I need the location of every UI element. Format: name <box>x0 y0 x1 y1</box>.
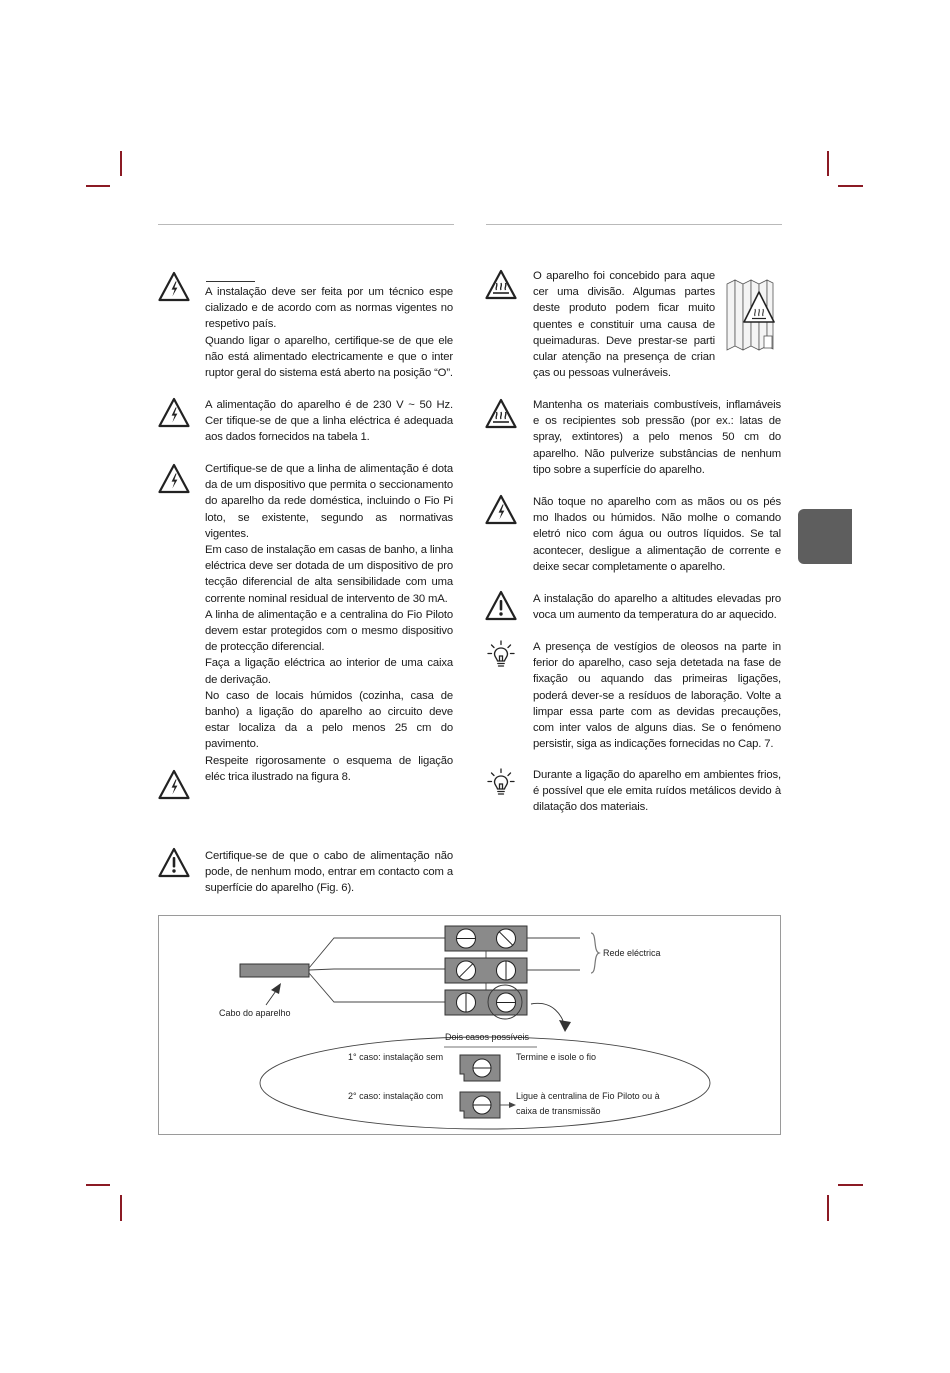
paragraph: A instalação deve ser feita por um técnico espe cializado e de acordo com as normas vigentes no respetivo país. <box>205 286 453 331</box>
paragraph: A alimentação do aparelho é de 230 V ~ 50 Hz. Cer tifique-se de que a linha eléctrica é adequada aos dados fornecidos na tabela 1. <box>205 399 453 444</box>
mains-brace <box>591 933 599 973</box>
case-2-terminal <box>460 1092 516 1118</box>
label-dois-casos: Dois casos possíveis <box>445 1032 530 1042</box>
paragraph: Quando ligar o aparelho, certifique-se de que ele não está alimentado electricamente e que o inter ruptor geral do sistema está aberto na posição “O”. <box>205 334 453 380</box>
hot-surface-icon <box>484 268 518 302</box>
wiring-diagram <box>158 915 781 1135</box>
wiring-diagram-drawing <box>159 916 782 1136</box>
lightbulb-tip-icon <box>484 638 518 672</box>
radiator-illustration <box>724 278 780 358</box>
paragraph: Não toque no aparelho com as mãos ou os pés mo lhados ou húmidos. Não molhe o comando eletró nico com água ou outros líquidos. Se tal acontecer, desligue a alimentação de corrente e deixe secar completamente o aparelho. <box>533 496 781 573</box>
terminal-block-row-3 <box>445 990 527 1015</box>
crop-mark-top-right-h <box>838 185 863 187</box>
electric-hazard-icon <box>157 270 191 304</box>
case-1-terminal <box>460 1055 500 1081</box>
section-heading-rule <box>206 281 255 282</box>
crop-mark-top-left-h <box>86 185 110 187</box>
text-block-oily-traces <box>533 639 781 752</box>
text-block-installation <box>205 284 453 381</box>
text-block-wet-hands <box>533 494 781 575</box>
crop-mark-bottom-right-h <box>838 1184 863 1186</box>
crop-mark-bottom-left-h <box>86 1184 110 1186</box>
crop-mark-bottom-left-v <box>120 1195 122 1221</box>
text-block-combustible-materials <box>533 397 781 478</box>
section-tab <box>798 509 852 564</box>
hot-surface-icon <box>484 397 518 431</box>
paragraph: Certifique-se de que a linha de alimentação é dota da de um dispositivo que permita o seccionamento do aparelho da rede doméstica, incluindo o Fio Pi loto, se existente, segundo as normativas vigentes. <box>205 463 453 540</box>
electric-hazard-icon <box>157 768 191 802</box>
paragraph: O aparelho foi concebido para aque cer uma divisão. Algumas partes deste produto podem ficar muito quentes e constituir uma causa de queimaduras. Deve prestar-se parti cular atenção na presença de crian ças ou pessoas vulneráveis. <box>533 270 715 380</box>
crop-mark-top-left-v <box>120 151 122 176</box>
general-warning-icon <box>157 846 191 880</box>
label-case-1-left: 1° caso: instalação sem <box>348 1052 444 1062</box>
paragraph: Em caso de instalação em casas de banho, a linha eléctrica deve ser dotada de um dispositivo de pro tecção diferencial de alta sensibilidade com uma corrente nominal residual de intervento de 30 mA. <box>205 544 453 605</box>
label-case-2-right-1: Ligue à centralina de Fio Piloto ou à <box>516 1091 660 1101</box>
paragraph: A instalação do aparelho a altitudes elevadas pro voca um aumento da temperatura do ar aquecido. <box>533 593 781 622</box>
text-block-altitude <box>533 591 781 623</box>
text-block-disconnect-device <box>205 461 453 785</box>
text-block-metallic-noises <box>533 767 781 816</box>
electric-hazard-icon <box>484 493 518 527</box>
text-block-power-supply <box>205 397 453 446</box>
lightbulb-tip-icon <box>484 766 518 800</box>
crop-mark-top-right-v <box>827 151 829 176</box>
electric-hazard-icon <box>157 396 191 430</box>
crop-mark-bottom-right-v <box>827 1195 829 1221</box>
paragraph: Durante a ligação do aparelho em ambientes frios, é possível que ele emita ruídos metálicos devido à dilatação dos materiais. <box>533 769 781 814</box>
terminal-block-row-1 <box>445 926 527 951</box>
general-warning-icon <box>484 589 518 623</box>
header-rule-right <box>486 224 782 225</box>
paragraph: A linha de alimentação e a centralina do Fio Piloto devem estar protegidos com o mesmo dispositivo de protecção diferencial. <box>205 608 453 654</box>
paragraph: A presença de vestígios de oleosos na parte in ferior do aparelho, caso seja detetada na fase de fixação ou aquando das primeiras ligações, poderá dever-se a resíduos de laboração. Volte a limpar essa parte com as devidas precauções, com inter valos de alguns dias. Se o fenómeno persistir, siga as indicações fornecidas no Cap. 7. <box>533 641 781 751</box>
label-case-2-right-2: caixa de transmissão <box>516 1106 601 1116</box>
paragraph: Respeite rigorosamente o esquema de ligação eléc trica ilustrado na figura 8. <box>205 754 453 783</box>
label-rede-electrica: Rede eléctrica <box>603 948 661 958</box>
header-rule-left <box>158 224 454 225</box>
paragraph: No caso de locais húmidos (cozinha, casa de banho) a ligação do aparelho ao circuito deve estar localiza da a pelo menos 25 cm do pavimento. <box>205 689 453 751</box>
paragraph: Certifique-se de que o cabo de alimentação não pode, de nenhum modo, entrar em contacto com a superfície do aparelho (Fig. 6). <box>205 850 453 895</box>
paragraph: Faça a ligação eléctrica ao interior de uma caixa de derivação. <box>205 657 453 686</box>
label-cabo-do-aparelho: Cabo do aparelho <box>219 1008 291 1018</box>
text-block-cable-contact <box>205 848 453 897</box>
label-case-1-right: Termine e isole o fio <box>516 1052 597 1062</box>
paragraph: Mantenha os materiais combustíveis, inflamáveis e os recipientes sob pressão (por ex.: latas de spray, extintores) a pelo menos 50 cm do aparelho. Não pulverize substâncias de nenhum tipo sobre a superfície do aparelho. <box>533 399 781 476</box>
text-block-hot-parts <box>533 268 715 381</box>
terminal-block-row-2 <box>445 958 527 983</box>
electric-hazard-icon <box>157 462 191 496</box>
label-case-2-left: 2° caso: instalação com <box>348 1091 444 1101</box>
appliance-cable <box>240 964 309 977</box>
